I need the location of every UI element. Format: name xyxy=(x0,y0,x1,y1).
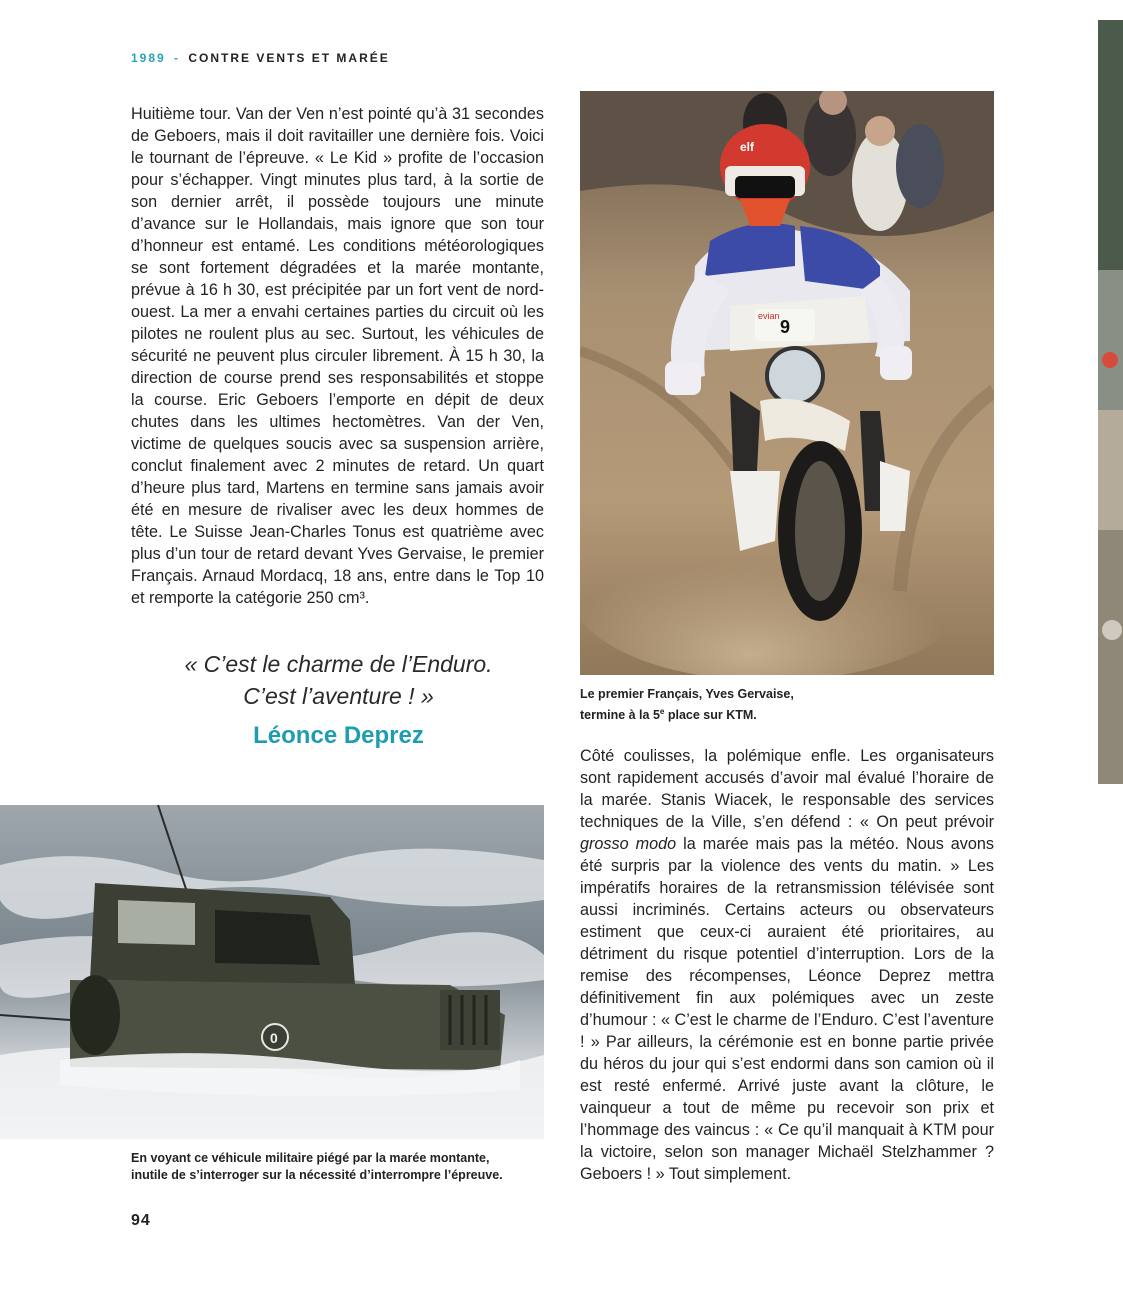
jeep-marking-label: 0 xyxy=(270,1030,278,1046)
quote-line-2: C’est l’aventure ! » xyxy=(243,683,434,709)
number-plate-label: 9 xyxy=(780,317,791,337)
chapter-separator: - xyxy=(174,51,181,65)
caption-jeep-line-2: inutile de s’interroger sur la nécessité d’interrompre l’épreuve. xyxy=(131,1168,503,1182)
caption-jeep-line-1: En voyant ce véhicule militaire piégé par la marée montante, xyxy=(131,1151,490,1165)
quote-line-1: « C’est le charme de l’Enduro. xyxy=(184,651,493,677)
paragraph-right-part-2: la marée mais pas la météo. Nous avons été surpris par la violence des vents du matin. » Les impératifs horaires de la retransmission télévisée sont aussi incriminés. Certains acteurs ou observateurs estiment que ceux-ci auraient été prioritaires, au détriment du risque potentiel d’interruption. Lors de la remise des récompenses, Léonce Deprez mettra définitivement fin aux polémiques avec un zeste d’humour : « C’est le charme de l’Enduro. C’est l’aventure ! » Par ailleurs, la cérémonie est en bonne partie privée du héros du jour qui s’est endormi dans son camion où il est resté enfermé. Arrivé juste avant la clôture, le vainqueur a tout de même pu recevoir son prix et l’hommage des vaincus : « Ce qu’il manquait à KTM pour la victoire, selon son manager Michaël Stelzhammer ? Geboers ! » Tout simplement. xyxy=(580,835,994,1183)
running-head xyxy=(131,51,390,65)
paragraph-right-italic: grosso modo xyxy=(580,835,677,853)
caption-motocross-line-2 xyxy=(580,703,994,724)
body-text-right xyxy=(580,745,994,1185)
quote-author: Léonce Deprez xyxy=(253,722,424,749)
sponsor-label: evian xyxy=(758,311,780,321)
facing-page-photo-edge xyxy=(1098,20,1123,784)
caption-motocross-line-2-end: place sur KTM. xyxy=(664,708,757,723)
page-number: 94 xyxy=(131,1212,151,1229)
paragraph-left: Huitième tour. Van der Ven n’est pointé qu’à 31 secondes de Geboers, mais il doit ravitailler une dernière fois. Voici le tournant de l’épreuve. « Le Kid » profite de l’occasion pour s’échapper. Vingt minutes plus tard, à la sortie de son dernier arrêt, il possède toujours une minute d’avance sur le Hollandais, mais ignore que son tour d’honneur est entamé. Les conditions météorologiques se sont fortement dégradées et la marée montante, prévue à 16 h 30, est précipitée par un fort vent de nord-ouest. La mer a envahi certaines parties du circuit où les pilotes ne roulent plus au sec. Surtout, les véhicules de sécurité ne peuvent plus circuler librement. À 15 h 30, la direction de course prend ses responsabilités et stoppe la course. Eric Geboers l’emporte en dépit de deux chutes dans les ultimes hectomètres. Van der Ven, victime de quelques soucis avec sa suspension arrière, conclut finalement avec 2 minutes de retard. Un quart d’heure plus tard, Martens en termine sans jamais avoir été en mesure de rivaliser avec les deux hommes de tête. Le Suisse Jean-Charles Tonus est quatrième avec plus d’un tour de retard devant Yves Gervaise, le premier Français. Arnaud Mordacq, 18 ans, entre dans le Top 10 et remporte la catégorie 250 cm³. xyxy=(131,105,544,607)
body-text-left xyxy=(131,103,544,609)
caption-jeep xyxy=(131,1150,551,1184)
motocross-rider-photo xyxy=(580,91,994,675)
chapter-year: 1989 xyxy=(131,51,166,65)
caption-motocross-line-2-start: termine à la 5 xyxy=(580,708,660,723)
caption-motocross xyxy=(580,686,994,724)
caption-motocross-ordinal: e xyxy=(659,707,665,716)
paragraph-right-part-1: Côté coulisses, la polémique enfle. Les organisateurs sont rapidement accusés d’avoir mal évalué l’horaire de la marée. Stanis Wiacek, le responsable des services techniques de la Ville, s’en défend : « On peut prévoir xyxy=(580,747,994,831)
pull-quote xyxy=(131,648,546,750)
jeep-in-sea-photo xyxy=(0,805,544,1139)
paragraph-right xyxy=(580,745,994,1185)
caption-motocross-line-1: Le premier Français, Yves Gervaise, xyxy=(580,687,794,701)
chapter-title: CONTRE VENTS ET MARÉE xyxy=(188,51,390,65)
helmet-brand-label: elf xyxy=(740,140,755,154)
